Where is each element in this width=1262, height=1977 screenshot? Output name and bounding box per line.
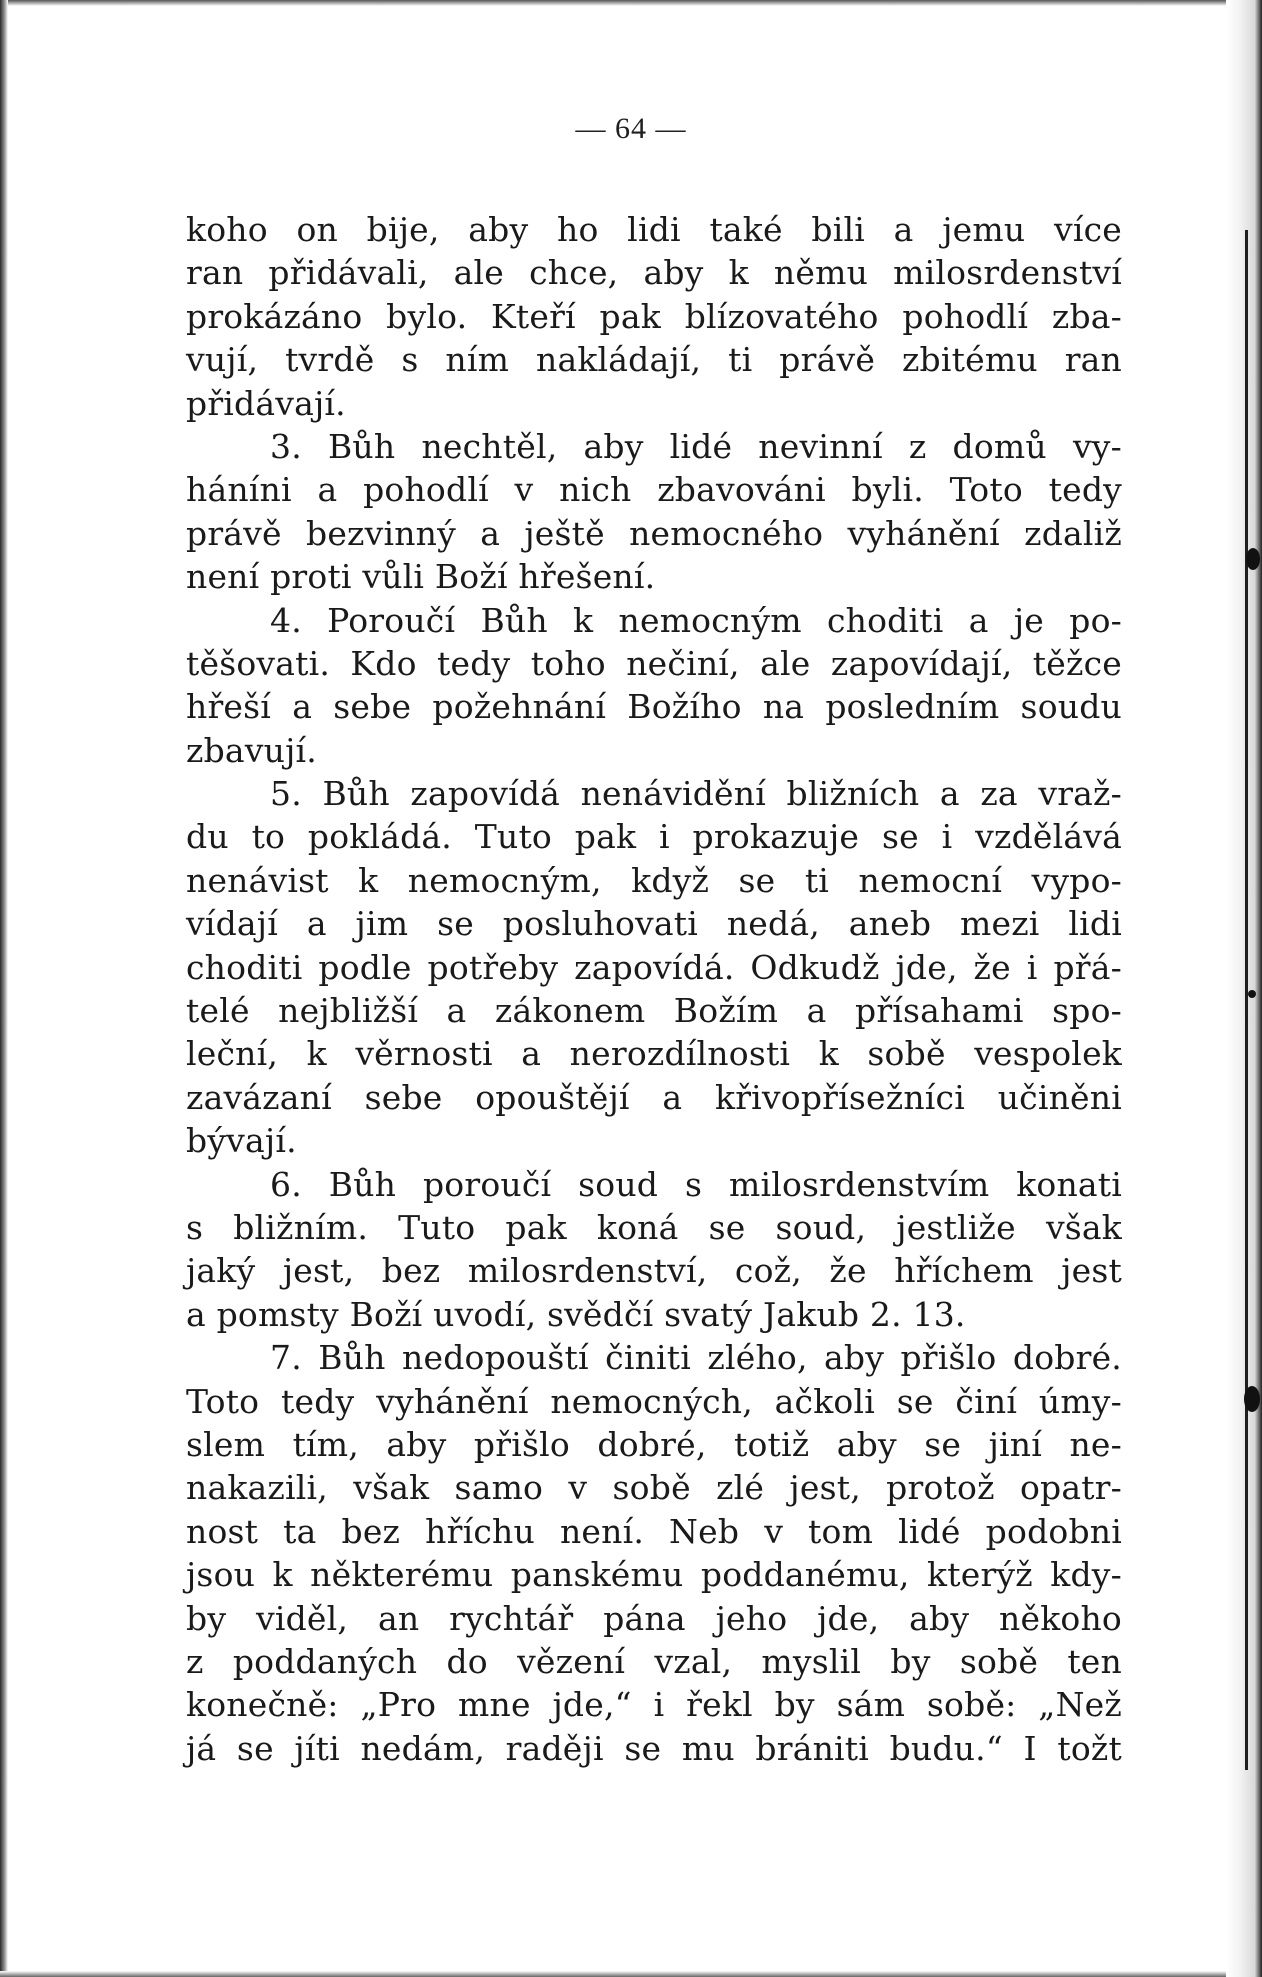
text-line: jsou k některému panskému poddanému, kterýž kdy-: [186, 1555, 1122, 1595]
text-line: vídají a jim se posluhovati nedá, aneb mezi lidi: [186, 904, 1122, 944]
text-line: bývají.: [186, 1121, 297, 1161]
scan-edge-right: [1226, 0, 1262, 1977]
text-line: slem tím, aby přišlo dobré, totiž aby se jiní ne-: [186, 1424, 1122, 1464]
text-line: konečně: „Pro mne jde,“ i řekl by sám sobě: „Než: [186, 1685, 1122, 1725]
text-line: prokázáno bylo. Kteří pak blízovatého pohodlí zba-: [186, 296, 1122, 336]
text-line: přidávají.: [186, 383, 346, 423]
text-line: leční, k věrnosti a nerozdílnosti k sobě vespolek: [186, 1034, 1122, 1074]
text-line: hřeší a sebe požehnání Božího na posledním soudu: [186, 687, 1122, 727]
text-line: nost ta bez hříchu není. Neb v tom lidé podobni: [186, 1511, 1122, 1551]
text-line: z poddaných do vězení vzal, myslil by sobě ten: [186, 1641, 1122, 1681]
text-line: 4. Poroučí Bůh k nemocným choditi a je po-: [270, 600, 1122, 640]
scan-edge-bottom: [0, 1971, 1262, 1977]
page-text: [186, 208, 1122, 1770]
text-line: jaký jest, bez milosrdenství, což, že hříchem jest: [186, 1251, 1122, 1291]
text-line: 5. Bůh zapovídá nenávidění bližních a za vraž-: [270, 774, 1122, 814]
text-line: zbavují.: [186, 730, 317, 770]
text-line: 3. Bůh nechtěl, aby lidé nevinní z domů vy-: [270, 426, 1122, 466]
text-line: Toto tedy vyhánění nemocných, ačkoli se činí úmy-: [186, 1381, 1122, 1421]
text-line: háníni a pohodlí v nich zbavováni byli. Toto tedy: [186, 470, 1122, 510]
scan-edge-right-line: [1245, 230, 1248, 1770]
text-line: du to pokládá. Tuto pak i prokazuje se i vzdělává: [186, 817, 1122, 857]
text-line: vují, tvrdě s ním nakládají, ti právě zbitému ran: [186, 340, 1122, 380]
text-line: já se jíti nedám, raději se mu brániti budu.“ I tožt: [186, 1728, 1122, 1768]
text-line: není proti vůli Boží hřešení.: [186, 557, 656, 597]
scan-edge-top: [0, 0, 1262, 6]
scan-edge-left: [0, 0, 8, 1977]
text-line: nenávist k nemocným, když se ti nemocní vypo-: [186, 860, 1122, 900]
text-line: nakazili, však samo v sobě zlé jest, protož opatr-: [186, 1468, 1122, 1508]
page-number: — 64 —: [575, 112, 687, 145]
text-line: by viděl, an rychtář pána jeho jde, aby někoho: [186, 1598, 1122, 1638]
text-line: a pomsty Boží uvodí, svědčí svatý Jakub 2. 13.: [186, 1294, 966, 1334]
text-line: ran přidávali, ale chce, aby k němu milosrdenství: [186, 253, 1122, 293]
text-line: 7. Bůh nedopouští činiti zlého, aby přišlo dobré.: [270, 1338, 1122, 1378]
text-line: s bližním. Tuto pak koná se soud, jestliže však: [186, 1207, 1122, 1247]
text-line: těšovati. Kdo tedy toho nečiní, ale zapovídají, těžce: [186, 643, 1122, 683]
text-line: telé nejbližší a zákonem Božím a přísahami spo-: [186, 991, 1122, 1031]
scan-speck: [1248, 990, 1256, 998]
scan-speck: [1244, 1386, 1260, 1412]
scan-speck: [1246, 548, 1260, 570]
text-line: 6. Bůh poroučí soud s milosrdenstvím konati: [270, 1164, 1122, 1204]
text-line: choditi podle potřeby zapovídá. Odkudž jde, že i přá-: [186, 947, 1122, 987]
text-line: zavázaní sebe opouštějí a křivopřísežníci učiněni: [186, 1077, 1122, 1117]
text-line: právě bezvinný a ještě nemocného vyhánění zdaliž: [186, 513, 1122, 553]
text-line: koho on bije, aby ho lidi také bili a jemu více: [186, 210, 1122, 249]
